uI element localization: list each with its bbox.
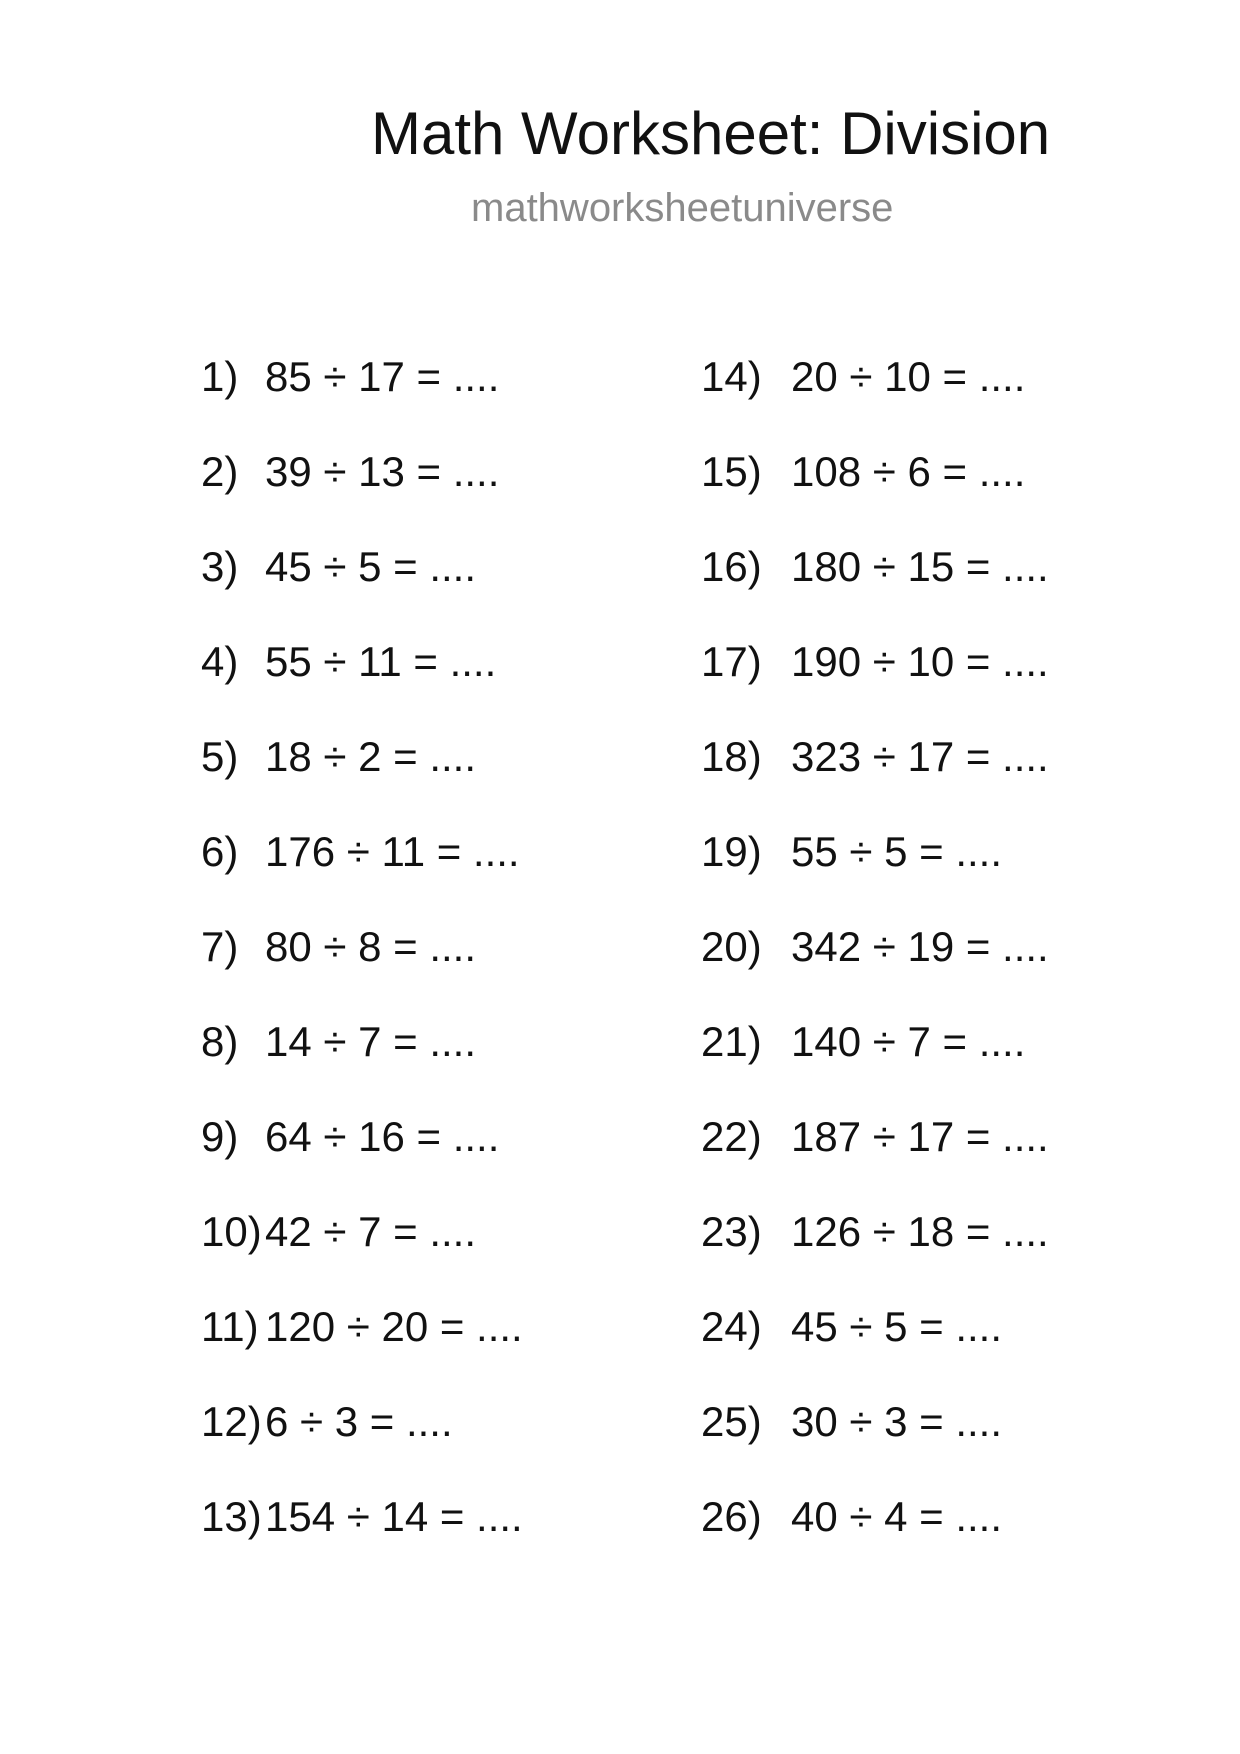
problem-number: 10) (201, 1208, 262, 1255)
problem-expression: 126 ÷ 18 = .... (791, 1208, 1049, 1255)
problem-item (201, 1393, 523, 1488)
problem-number: 22) (701, 1113, 762, 1160)
problem-item (701, 1298, 1049, 1393)
page-title: Math Worksheet: Division (371, 100, 1051, 167)
problem-item (701, 1203, 1049, 1298)
problem-number: 12) (201, 1398, 262, 1445)
problem-item (701, 728, 1049, 823)
problem-item (201, 348, 523, 443)
problem-item (701, 538, 1049, 633)
problem-expression: 140 ÷ 7 = .... (791, 1018, 1026, 1065)
problem-item (701, 1013, 1049, 1108)
problem-item (201, 1298, 523, 1393)
problem-list-right (701, 348, 1049, 1583)
problem-expression: 80 ÷ 8 = .... (265, 923, 477, 970)
problem-item (701, 823, 1049, 918)
problem-number: 14) (701, 353, 762, 400)
problem-number: 13) (201, 1493, 262, 1540)
problem-number: 2) (201, 448, 239, 495)
problem-expression: 45 ÷ 5 = .... (265, 543, 477, 590)
problem-number: 17) (701, 638, 762, 685)
problem-item (201, 823, 523, 918)
problem-expression: 180 ÷ 15 = .... (791, 543, 1049, 590)
problem-item (201, 1013, 523, 1108)
problem-number: 16) (701, 543, 762, 590)
problem-expression: 108 ÷ 6 = .... (791, 448, 1026, 495)
problem-number: 6) (201, 828, 239, 875)
problem-item (701, 348, 1049, 443)
problem-expression: 154 ÷ 14 = .... (265, 1493, 523, 1540)
problem-expression: 64 ÷ 16 = .... (265, 1113, 500, 1160)
problem-item (201, 1203, 523, 1298)
problem-expression: 120 ÷ 20 = .... (265, 1303, 523, 1350)
problem-number: 15) (701, 448, 762, 495)
problem-item (201, 1488, 523, 1583)
problem-item (201, 538, 523, 633)
problem-expression: 14 ÷ 7 = .... (265, 1018, 477, 1065)
problem-item (701, 1108, 1049, 1203)
problem-number: 4) (201, 638, 239, 685)
problem-number: 7) (201, 923, 239, 970)
problem-expression: 190 ÷ 10 = .... (791, 638, 1049, 685)
problem-item (201, 728, 523, 823)
problem-expression: 55 ÷ 11 = .... (265, 638, 497, 685)
problem-number: 26) (701, 1493, 762, 1540)
problem-number: 8) (201, 1018, 239, 1065)
problem-item (201, 918, 523, 1013)
problem-expression: 45 ÷ 5 = .... (791, 1303, 1003, 1350)
problem-expression: 40 ÷ 4 = .... (791, 1493, 1003, 1540)
problem-number: 20) (701, 923, 762, 970)
problem-list-left (201, 348, 523, 1583)
problem-number: 23) (701, 1208, 762, 1255)
problem-number: 11) (201, 1303, 259, 1350)
problem-item (701, 633, 1049, 728)
problem-expression: 6 ÷ 3 = .... (265, 1398, 453, 1445)
problem-expression: 342 ÷ 19 = .... (791, 923, 1049, 970)
problem-item (701, 918, 1049, 1013)
problem-number: 25) (701, 1398, 762, 1445)
problem-expression: 176 ÷ 11 = .... (265, 828, 520, 875)
problem-number: 1) (201, 353, 239, 400)
problem-expression: 55 ÷ 5 = .... (791, 828, 1003, 875)
problem-item (701, 443, 1049, 538)
problem-item (701, 1393, 1049, 1488)
problem-expression: 187 ÷ 17 = .... (791, 1113, 1049, 1160)
problem-item (201, 633, 523, 728)
problem-item (701, 1488, 1049, 1583)
problem-expression: 20 ÷ 10 = .... (791, 353, 1026, 400)
problem-number: 19) (701, 828, 762, 875)
problem-expression: 323 ÷ 17 = .... (791, 733, 1049, 780)
problem-number: 3) (201, 543, 239, 590)
problem-expression: 30 ÷ 3 = .... (791, 1398, 1003, 1445)
problem-number: 18) (701, 733, 762, 780)
problem-number: 5) (201, 733, 239, 780)
problem-expression: 85 ÷ 17 = .... (265, 353, 500, 400)
problem-expression: 42 ÷ 7 = .... (265, 1208, 477, 1255)
problem-expression: 18 ÷ 2 = .... (265, 733, 477, 780)
problem-number: 9) (201, 1113, 239, 1160)
page-subtitle: mathworksheetuniverse (471, 186, 894, 230)
problem-item (201, 1108, 523, 1203)
problem-number: 21) (701, 1018, 762, 1065)
problem-number: 24) (701, 1303, 762, 1350)
problem-expression: 39 ÷ 13 = .... (265, 448, 500, 495)
problem-item (201, 443, 523, 538)
